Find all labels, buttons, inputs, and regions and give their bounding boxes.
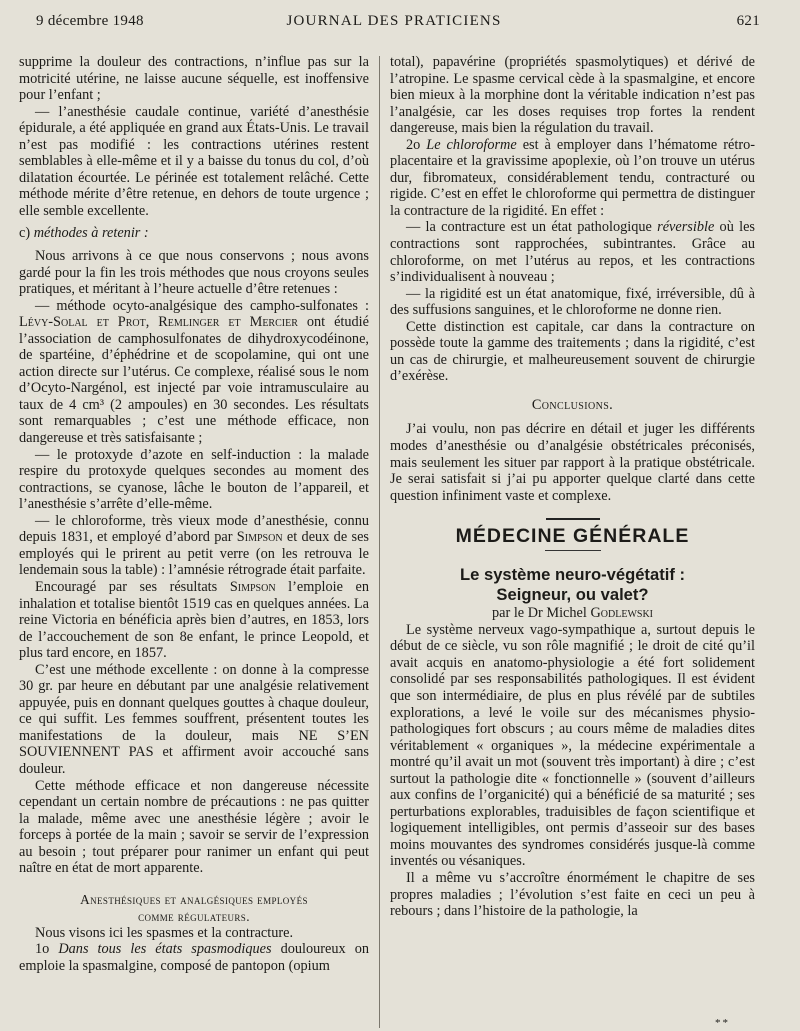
- text-run: Encouragé par ses résultats: [35, 578, 218, 595]
- byline: [390, 605, 755, 622]
- emphasis: Le chloroforme: [426, 136, 517, 153]
- emphasis: Dans tous les états spasmodiques: [58, 941, 272, 958]
- section-marker-c: [19, 225, 369, 242]
- conclusions-heading: Conclusions.: [531, 396, 614, 413]
- paragraph: [19, 298, 369, 447]
- author-name: Simpson: [229, 578, 276, 595]
- text-run: et deux de ses employés qui le prirent au petit verre (on les retrouva le lendemain sous la table) : l’amnésie rétrograde était parfaite.: [19, 529, 369, 579]
- footer-marks: **: [715, 1017, 730, 1029]
- byline-prefix: par le Dr Michel: [491, 605, 587, 622]
- paragraph: Le système nerveux vago-sympathique a, surtout depuis le début de ce siècle, vu son rôle magnifié ; le droit de cité qu’il avait acquis en anatomo-physiologie a été fort solidement consolidé par ses responsabilités pathologiques. Il est évident que son intermédiaire, de plus en plus révélé par de subtiles explorations, a levé le voile sur des mécanismes physio-pathologiques fort obscurs ; au cours même de maladies dites véritablement « organiques », la médecine expérimentale a montré qu’il avait un mot (souvent très important) à dire ; c’est surtout la pathologie dite « fonctionnelle » (souvent d’ailleurs aux confins de l’organicité) qui a bénéficié de sa maturité ; ses perturbations explorables, traduisibles de façon scientifique et logiquement intelligibles, ont permis d’asseoir sur des bases moins mouvantes des syndromes considérés jusque-là comme inventés ou vésaniques.: [390, 621, 755, 870]
- paragraph: Cette méthode efficace et non dangereuse nécessite cependant un certain nombre de précautions : ne pas quitter la malade, même avec une anesthésie légère ; avoir le forceps à portée de la main ; savoir se servir de l’expression au besoin ; tout préparer pour ranimer un enfant qui peut naître en état de mort apparente.: [19, 777, 369, 877]
- list-number: 2o: [406, 136, 421, 153]
- header-date: 9 décembre 1948: [36, 13, 144, 29]
- paragraph: [390, 219, 755, 285]
- paragraph: Nous arrivons à ce que nous conservons ; nous avons gardé pour la fin les trois méthodes que nous croyons seules pratiques, et méritant à l’heure actuelle d’être retenues :: [19, 248, 369, 298]
- paragraph: [390, 137, 755, 220]
- paragraph: [19, 579, 369, 662]
- emphasis: réversible: [657, 219, 715, 236]
- paragraph: — la rigidité est un état anatomique, fixé, irréversible, dû à des suffusions sanguines, et le chloroforme ne donne rien.: [390, 285, 755, 319]
- text-run: est à employer dans l’hématome rétro-placentaire et la gravissime apoplexie, où l’on trouve un utérus dur, fibromateux, considérablement tendu, contracturé ou rigide. C’est en effet le chloroforme qui permettra de distinguer la contracture de la rigidité. En effet :: [390, 136, 756, 219]
- article-title: [390, 565, 755, 605]
- title-underline: [545, 550, 601, 551]
- paragraph: [19, 662, 369, 778]
- paragraph: Nous visons ici les spasmes et la contracture.: [35, 924, 294, 941]
- left-column: [19, 54, 369, 974]
- paragraph: [19, 513, 369, 579]
- text-run: ont étudié l’association de camphosulfonates de dihydroxycodéinone, de spartéine, d’éphédrine et de scopolamine, qui ont une action directe sur l’utérus. Ce complexe, réalisé sous le nom d’Ocyto-Nargénol, est injecté par voie intramusculaire au taux de 4 cm³ (2 ampoules) en 30 secondes. Les résultats sont remarquables ; c’est une méthode efficace, non dangereuse et très satisfaisante ;: [19, 314, 370, 447]
- journal-title: JOURNAL DES PRATICIENS: [286, 13, 502, 29]
- section-title: MÉDECINE GÉNÉRALE: [455, 524, 690, 547]
- subheading-line: comme régulateurs.: [138, 908, 250, 924]
- paragraph: — l’anesthésie caudale continue, variété d’anesthésie épidurale, a été appliquée en grand aux États-Unis. Le travail n’est pas modifié : les contractions utérines restent semblables à elle-même et il y a baisse du tonus du col, d’où dilatation écourtée. Le périnée est totalement relâché. Cette méthode mérite d’être retenue, en dehors de toute urgence ; elle semble excellente.: [19, 103, 369, 219]
- subheading: [19, 891, 369, 925]
- article-title-line: Seigneur, ou valet?: [496, 585, 649, 605]
- paragraph: supprime la douleur des contractions, n’influe pas sur la motricité utérine, ne laisse aucune séquelle, est inoffensive pour l’enfant ;: [19, 54, 369, 104]
- text-run: C’est une méthode excellente : on donne à la compresse 30 gr. par heure en débutant par une analgésie relativement appuyée, puis en donnant quelques gouttes à chaque douleur, ce qui suffit. Les femmes souffrent, présentent toutes les manifestations de la douleur, mais: [19, 661, 369, 744]
- list-number: 1o: [35, 941, 50, 958]
- author-name: Godlewski: [590, 605, 653, 622]
- list-marker: c): [19, 225, 31, 242]
- text-run: où les contractions sont rapprochées, subintrantes. Grâce au chloroforme, on met l’utérus au repos, et les contractions s’individualisent à nouveau ;: [390, 219, 755, 286]
- author-name: Simpson: [236, 529, 283, 546]
- right-column: [390, 54, 755, 920]
- paragraph: [19, 941, 369, 974]
- paragraph: J’ai voulu, non pas décrire en détail et juger les différents modes d’anesthésie ou d’analgésie obstétricales préconisés, mais seulement les situer par rapport à la pratique obstétricale. Je serai satisfait si j’ai pu apporter quelque clarté dans cette question infiniment vaste et complexe.: [390, 421, 755, 504]
- text-run: l’emploie en inhalation et totalise bientôt 1519 cas en quelques années. La reine Victoria en bénéficia après bien d’autres, en 1853, lors de l’accouchement de son 8e enfant, le prince Leopold, et plus tard encore, en 1857.: [19, 578, 369, 662]
- section-separator: [546, 518, 600, 520]
- paragraph: Cette distinction est capitale, car dans la contracture on possède toute la gamme des traitements ; dans la rigidité, c’est un cas de chirurgie, et malheureusement souvent de chirurgie d’exérèse.: [390, 318, 755, 385]
- paragraph: — le protoxyde d’azote en self-induction : la malade respire du protoxyde quelques secondes au moment des contractions, se cyanose, lâche le bouton de l’appareil, et l’anesthésie s’arrête d’elle-même.: [19, 446, 369, 513]
- emphasis-caps: NE S’EN SOUVIENNENT PAS: [19, 727, 369, 761]
- text-run: — la contracture est un état pathologique: [406, 219, 652, 236]
- column-divider: [379, 56, 380, 1028]
- running-header: [28, 11, 760, 35]
- article-title-line: Le système neuro-végétatif :: [459, 565, 685, 585]
- paragraph: Il a même vu s’accroître énormément le chapitre de ses propres maladies ; l’évolution s’est faite en ceci un peu à rebours ; dans l’histoire de la pathologie, la: [390, 870, 755, 920]
- page-number: 621: [736, 13, 760, 29]
- subsection-heading: méthodes à retenir :: [33, 225, 149, 242]
- author-names: Lévy-Solal et Prot, Remlinger et Mercier: [19, 314, 298, 331]
- text-run: douloureux on emploie la spasmalgine, composé de pantopon (opium: [19, 941, 369, 974]
- subheading-line: Anesthésiques et analgésiques employés: [80, 891, 308, 907]
- text-run: — méthode ocyto-analgésique des campho-sulfonates :: [35, 297, 369, 314]
- paragraph: total), papavérine (propriétés spasmolytiques) et dérivé de l’atropine. Le spasme cervical cède à la spasmalgine, et encore bien mieux à la morphine dont la véritable indication n’est pas l’analgésie, car les doses requises trop fortes la rendent dangereuse, mais bien la régulation du travail.: [390, 54, 755, 137]
- text-run: et affirment avoir accouché sans douleur.: [19, 744, 370, 777]
- text-run: — le chloroforme, très vieux mode d’anesthésie, connu depuis 1831, et employé d’abord par: [19, 512, 369, 546]
